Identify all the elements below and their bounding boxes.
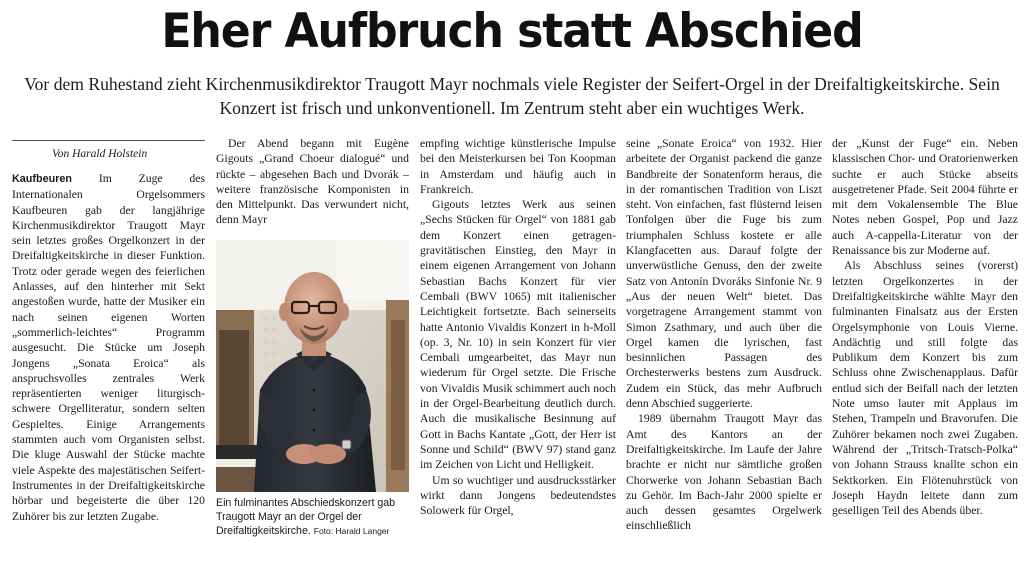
column-4 bbox=[626, 136, 822, 551]
column-1 bbox=[12, 136, 205, 551]
dateline: Kaufbeuren bbox=[12, 173, 72, 185]
paragraph bbox=[420, 473, 616, 519]
photo-credit: Foto: Harald Langer bbox=[313, 525, 390, 536]
lead-paragraph: Vor dem Ruhestand zieht Kirchenmusikdirektor Traugott Mayr nochmals viele Register der Seifert-Orgel in der Dreifaltigkeitskirche. Sein Konzert ist frisch und unkonventionell. Im Zentrum steht aber ein wuchtiges Werk. bbox=[24, 74, 1000, 118]
paragraph bbox=[626, 136, 822, 411]
byline-rule bbox=[12, 140, 205, 141]
column-3 bbox=[420, 136, 616, 551]
byline: Von Harald Holstein bbox=[52, 148, 148, 160]
paragraph-text: Als Abschluss seines (vorerst) letzten Orgelkonzertes in der Dreifaltigkeitskirche wählte Mayr den fulminanten Finalsatz aus der Ersten Orgelsymphonie von Louis Vierne. Andächtig und still folgte das Publikum dem Konzert bis zum Schluss ohne Zwischenapplaus. Dafür entlud sich der Beifall nach der letzten Note umso lauter mit Applaus im Stehen, Trampeln und Bravorufen. Die Zuhörer bekamen noch zwei Zugaben. Während der „Tritsch-Tratsch-Polka“ von Johann Strauss knallte schon ein Sektkorken. Ein Flötenuhrstück von Joseph Haydn leitete dann zum geselligen Teil des Abends über. bbox=[832, 259, 1018, 518]
organist-photo bbox=[216, 240, 409, 492]
paragraph-text: Der Abend begann mit Eugène Gigouts „Grand Choeur dialogué“ und rückte – abgesehen Bach und Dvorák – weitere französische Komponisten in den Mittelpunkt. Das verwundert nicht, denn Mayr bbox=[216, 137, 409, 227]
paragraph-text: Gigouts letztes Werk aus seinen „Sechs Stücken für Orgel“ von 1881 gab dem Konzert einen getragen-gravitätischen Einstieg, den Mayr in einem eigenen Arrangement von Johann Sebastian Bachs Konzert für vier Cembali (BWV 1065) mit italienischer Leichtigkeit fortsetzte. Bach seinerseits hatte Antonio Vivaldis Konzert in h-Moll (op. 3, Nr. 10) in sein Konzert für vier Cembali umgearbeitet, das Mayr nun wiederum für Orgel setzte. Die Frische von Vivaldis Musik schimmert auch noch in der Orgel-Bearbeitung deutlich durch. Auch die musikalische Besinnung auf Gott in Bachs Kantate „Gott, der Herr ist Sonne und Schild“ (BWV 97) stand ganz im Zeichen von Licht und Helligkeit. bbox=[420, 198, 616, 472]
paragraph-text: empfing wichtige künstlerische Impulse bei den Meisterkursen bei Ton Koopman in Amsterdam und häufig auch in Frankreich. bbox=[420, 137, 616, 196]
paragraph bbox=[216, 136, 409, 228]
paragraph bbox=[12, 171, 205, 524]
headline: Eher Aufbruch statt Abschied bbox=[161, 4, 863, 59]
paragraph bbox=[832, 258, 1018, 518]
paragraph-text: Im Zuge des Internationalen Orgelsommers Kaufbeuren gab der langjährige Kirchenmusikdirektor Traugott Mayr sein letztes großes Orgelkonzert in der Dreifaltigkeitskirche in dieser Funktion. Trotz oder gerade wegen des feierlichen Anlasses, auf den hinterher mit Sekt angestoßen wurde, hatte der Musiker ein nach seinen eigenen Worten „sommerlich-leichtes“ Programm ausgesucht. Die Stücke um Joseph Jongens „Sonata Eroica“ als anspruchsvolles zentrales Werk repräsentierten weniger liturgisch-schwere Orgelliteratur, sondern selten Gespieltes. Einige Arrangements stammten auch vom Organisten selbst. Die kluge Auswahl der Stücke machte viele Aspekte des majestätischen Seifert-Instrumentes in der Dreifaltigkeitskirche hörbar und begeisterte die über 120 Zuhörer bis zur letzten Zugabe. bbox=[12, 172, 205, 523]
caption-text: Ein fulminantes Abschiedskonzert gab Traugott Mayr an der Orgel der Dreifaltigkeitskirche. bbox=[216, 496, 396, 537]
paragraph-text: seine „Sonate Eroica“ von 1932. Hier arbeitete der Organist packend die ganze Bandbreite der Sonatenform heraus, die in der romantischen Tradition von Liszt steht. Von einfachen, fast flüsternd leisen Tonfolgen über die Fuge bis zum triumphalen Schluss kostete er alle Klangfacetten aus. Darauf folgte der unverwüstliche Genuss, den der zweite Satz von Antonín Dvoráks Sinfonie Nr. 9 „Aus der neuen Welt“ bietet. Das vorgetragene Arrangement stammt von Simon Zsathmary, und auch über die Orgel kamen die lyrischen, fast besinnlichen Passagen des Orchesterwerks bestens zum Ausdruck. Zudem ein Stück, das mehr Aufbruch denn Abschied suggerierte. bbox=[626, 137, 822, 411]
paragraph bbox=[420, 197, 616, 472]
paragraph-text: der „Kunst der Fuge“ ein. Neben klassischen Chor- und Oratorienwerken suchte er auch Stücke abseits ausgetretener Pfade. Seit 2004 führte er mit dem Vokalensemble The Blue Notes neben Gospel, Pop und Jazz auch A-cappella-Literatur von der Renaissance bis zur Moderne auf. bbox=[832, 137, 1018, 258]
column-2 bbox=[216, 136, 409, 551]
paragraph bbox=[420, 136, 616, 197]
column-5 bbox=[832, 136, 1018, 551]
paragraph-text: 1989 übernahm Traugott Mayr das Amt des Kantors an der Dreifaltigkeitskirche. Im Laufe der Jahre brachte er nicht nur sämtliche großen Chorwerke von Johann Sebastian Bach zu Gehör. Im Bach-Jahr 2000 spielte er auch dessen gesamtes Orgelwerk einschließlich bbox=[626, 412, 822, 533]
paragraph bbox=[832, 136, 1018, 258]
article-body bbox=[12, 136, 1018, 556]
paragraph-text: Um so wuchtiger und ausdrucksstärker wirkt dann Jongens bedeutendstes Solowerk für Orgel, bbox=[420, 473, 616, 518]
photo-caption bbox=[216, 496, 409, 538]
paragraph bbox=[626, 411, 822, 533]
